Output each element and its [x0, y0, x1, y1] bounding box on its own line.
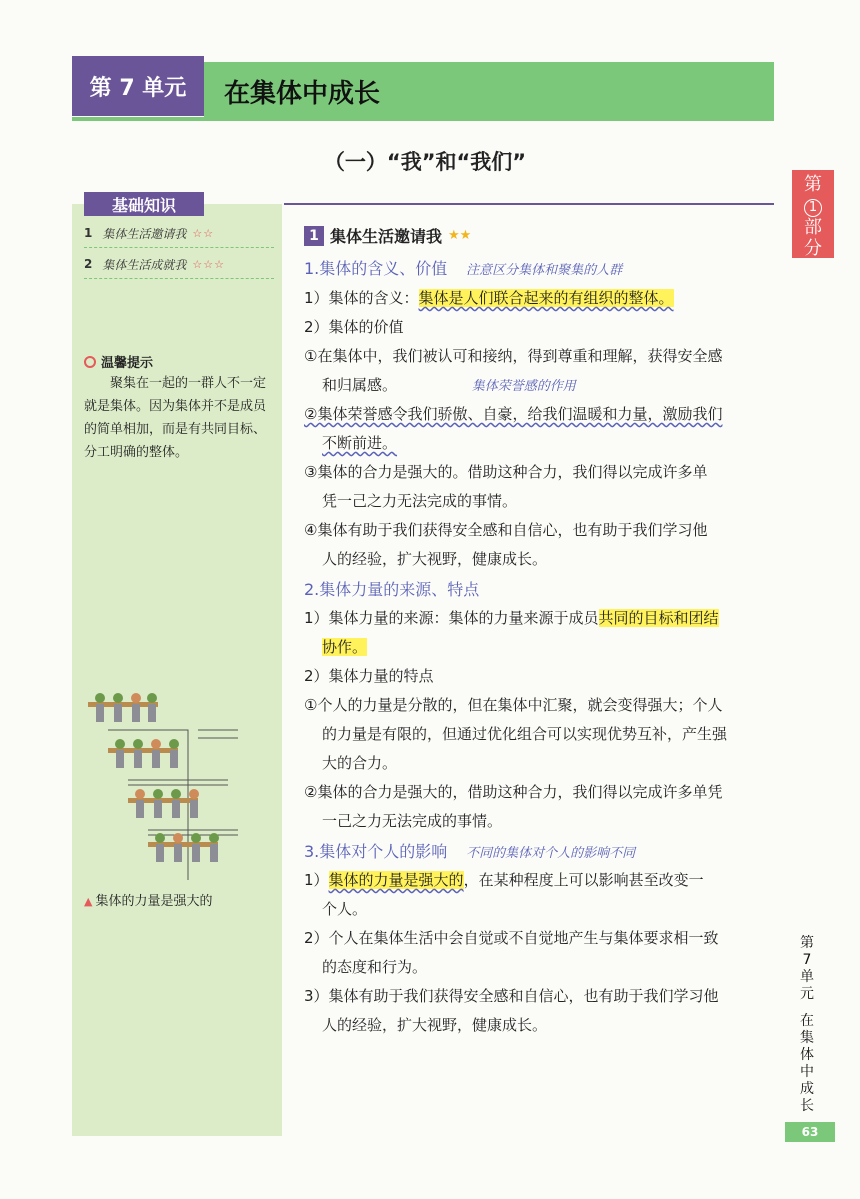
teamwork-illustration	[88, 690, 238, 880]
sidebar-item-label: 集体生活邀请我	[102, 226, 187, 241]
sidebar-item-label: 集体生活成就我	[102, 257, 187, 272]
bullet-icon	[84, 356, 96, 368]
highlighted-text: 集体是人们联合起来的有组织的整体。	[418, 289, 674, 307]
paragraph: 3）集体有助于我们获得安全感和自信心，也有助于我们学习他	[304, 987, 719, 1005]
paragraph: ③集体的合力是强大的。借助这种合力，我们得以完成许多单	[304, 463, 708, 481]
content-divider	[284, 203, 774, 205]
text: ，在某种程度上可以影响甚至改变一	[463, 871, 704, 889]
subsection-title: 集体生活邀请我	[330, 227, 443, 246]
section-title: （一）“我”和“我们”	[323, 150, 527, 174]
part-tab-line1: 第	[804, 174, 822, 195]
caption-char: 在	[800, 1013, 814, 1029]
sidebar-item-num: 2	[84, 257, 93, 271]
page-number: 63	[785, 1122, 835, 1142]
paragraph: 2）集体的价值	[304, 318, 404, 336]
caption-char: 单	[800, 969, 814, 985]
paragraph: 个人。	[322, 900, 368, 918]
paragraph: 2）集体力量的特点	[304, 667, 434, 685]
paragraph: ①个人的力量是分散的，但在集体中汇聚，就会变得强大；个人	[304, 696, 723, 714]
sidebar-item-1[interactable]	[84, 219, 274, 247]
text: 不断前进。	[322, 434, 398, 452]
unit-label: 第 7 单元	[72, 56, 204, 116]
tip-body: 聚集在一起的一群人不一定就是集体。因为集体并不是成员的简单相加，而是有共同目标、分工明确的整体。	[84, 376, 267, 460]
paragraph	[304, 284, 776, 313]
paragraph: 人的经验，扩大视野，健康成长。	[322, 550, 548, 568]
subsection-number: 1	[304, 226, 324, 246]
triangle-icon: ▲	[84, 895, 93, 908]
text: 1）	[304, 871, 329, 889]
paragraph: 凭一己之力无法完成的事情。	[322, 492, 518, 510]
divider	[84, 278, 274, 279]
star-icon: ★★	[448, 228, 472, 243]
heading-1-text: 1.集体的含义、价值	[304, 259, 448, 278]
paragraph	[322, 633, 794, 662]
paragraph	[322, 429, 794, 458]
part-tab	[792, 170, 834, 258]
handwritten-note: 集体荣誉感的作用	[471, 379, 576, 394]
heading-3-text: 3.集体对个人的影响	[304, 842, 448, 861]
unit-banner	[204, 62, 774, 120]
paragraph	[304, 604, 776, 633]
paragraph: 2）个人在集体生活中会自觉或不自觉地产生与集体要求相一致	[304, 929, 719, 947]
star-icon: ☆☆☆	[192, 257, 225, 271]
caption-char: 第	[800, 935, 814, 951]
caption-char: 长	[800, 1098, 814, 1114]
heading-3	[304, 837, 776, 868]
caption-char: 中	[800, 1064, 814, 1080]
heading-1	[304, 254, 776, 285]
sidebar-title: 基础知识	[84, 192, 204, 216]
paragraph	[304, 400, 776, 429]
header-divider	[72, 117, 774, 121]
handwritten-note: 注意区分集体和聚集的人群	[466, 263, 623, 278]
handwritten-note: 不同的集体对个人的影响不同	[466, 846, 636, 861]
caption-char: 体	[800, 1047, 814, 1063]
part-tab-line4: 分	[804, 238, 822, 259]
highlighted-text: 协作。	[322, 638, 368, 656]
paragraph	[322, 371, 794, 401]
star-icon: ☆☆	[192, 226, 215, 240]
text: 1）集体力量的来源：集体的力量来源于成员	[304, 609, 599, 627]
unit-title: 在集体中成长	[224, 78, 381, 109]
paragraph: ②集体的合力是强大的，借助这种合力，我们得以完成许多单凭	[304, 783, 723, 801]
paragraph	[304, 866, 776, 895]
caption-text: 集体的力量是强大的	[95, 894, 213, 909]
illustration-caption	[84, 890, 212, 909]
paragraph: 一己之力无法完成的事情。	[322, 812, 503, 830]
sidebar-item-num: 1	[84, 226, 93, 240]
paragraph: 的力量是有限的，但通过优化组合可以实现优势互补，产生强	[322, 725, 728, 743]
paragraph: 的态度和行为。	[322, 958, 428, 976]
vertical-unit-caption	[787, 935, 827, 1115]
part-tab-number: 1	[804, 199, 822, 217]
divider	[84, 247, 274, 248]
sidebar-panel	[72, 204, 282, 1136]
paragraph: ④集体有助于我们获得安全感和自信心，也有助于我们学习他	[304, 521, 708, 539]
caption-char: 成	[800, 1081, 814, 1097]
heading-2	[304, 575, 776, 605]
tip-heading	[84, 352, 153, 371]
tip-title: 温馨提示	[101, 356, 154, 371]
sidebar-item-2[interactable]	[84, 250, 274, 278]
text: ②集体荣誉感令我们骄傲、自豪，给我们温暖和力量，激励我们	[304, 405, 723, 423]
subsection-heading	[304, 224, 471, 247]
paragraph: 大的合力。	[322, 754, 398, 772]
highlighted-text: 共同的目标和团结	[598, 609, 719, 627]
paragraph: ①在集体中，我们被认可和接纳，得到尊重和理解，获得安全感	[304, 347, 723, 365]
highlighted-text: 集体的力量是强大的	[328, 871, 464, 889]
caption-char: 7	[802, 952, 812, 968]
part-tab-line3: 部	[804, 217, 822, 238]
caption-char: 元	[800, 986, 814, 1002]
paragraph: 人的经验，扩大视野，健康成长。	[322, 1016, 548, 1034]
text: 1）集体的含义：	[304, 289, 419, 307]
heading-2-text: 2.集体力量的来源、特点	[304, 580, 480, 599]
caption-char: 集	[800, 1030, 814, 1046]
text: 和归属感。	[322, 376, 398, 394]
